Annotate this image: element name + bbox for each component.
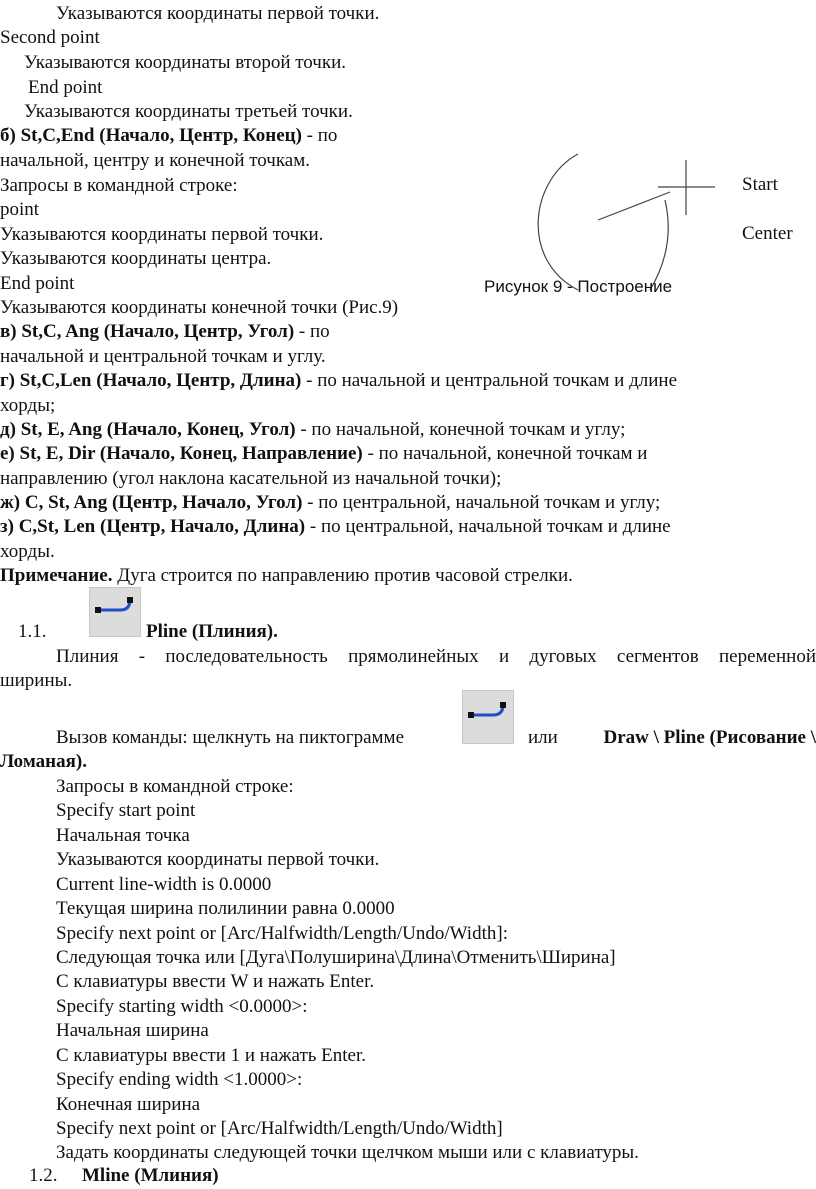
prompt-line: Конечная ширина	[56, 1094, 201, 1115]
prompt-line: Specify next point or [Arc/Halfwidth/Length/Undo/Width]:	[56, 923, 508, 944]
note	[0, 564, 573, 588]
item-b-heading: б) St,C,End (Начало, Центр, Конец)	[0, 125, 302, 146]
text-line: направлению (угол наклона касательной из начальной точки);	[0, 468, 502, 489]
item-d	[0, 418, 625, 442]
prompt-line: Specify ending width <1.0000>:	[56, 1069, 303, 1090]
text-line: Second point	[0, 27, 100, 48]
text-line: начальной и центральной точкам и углу.	[0, 346, 326, 367]
call-text: Вызов команды: щелкнуть на пиктограмме	[56, 727, 405, 748]
call-menu: Draw \ Pline (Рисование \	[603, 727, 816, 748]
text-line: Указываются координаты центра.	[0, 248, 272, 269]
item-v-text: - по	[294, 321, 330, 342]
pline-icon[interactable]	[89, 587, 141, 637]
text-line: Запросы в командной строке:	[0, 175, 238, 196]
item-zh	[0, 491, 660, 515]
prompt-line: Следующая точка или [Дуга\Полуширина\Длина\Отменить\Ширина]	[56, 947, 616, 968]
section-number: 1.1.	[18, 621, 47, 642]
label-center: Center	[742, 223, 793, 244]
call-menu-cont: Ломаная).	[0, 751, 87, 772]
text-line: Указываются координаты первой точки.	[0, 224, 324, 245]
text-line: хорды.	[0, 541, 55, 562]
note-text: Дуга строится по направлению против часовой стрелки.	[112, 565, 573, 586]
text-line: Указываются координаты конечной точки (Рис.9)	[0, 297, 399, 318]
text-line: point	[0, 199, 40, 220]
text-line: начальной, центру и конечной точкам.	[0, 150, 311, 171]
text-line: End point	[28, 77, 103, 98]
item-g-heading: г) St,C,Len (Начало, Центр, Длина)	[0, 370, 302, 391]
item-d-heading: д) St, E, Ang (Начало, Конец, Угол)	[0, 419, 296, 440]
label-start: Start	[742, 174, 778, 195]
item-z-text: - по центральной, начальной точкам и длине	[305, 516, 671, 537]
item-e-heading: е) St, E, Dir (Начало, Конец, Направление)	[0, 443, 363, 464]
prompt-line: С клавиатуры ввести 1 и нажать Enter.	[56, 1045, 367, 1066]
figure-caption: Рисунок 9 - Построение	[484, 277, 673, 296]
section-number: 1.2.	[29, 1165, 58, 1186]
prompt-line: С клавиатуры ввести W и нажать Enter.	[56, 971, 375, 992]
prompt-line: Current line-width is 0.0000	[56, 874, 272, 895]
note-heading: Примечание.	[0, 565, 113, 586]
prompt-line: Указываются координаты первой точки.	[56, 849, 380, 870]
prompt-line: Текущая ширина полилинии равна 0.0000	[56, 898, 395, 919]
prompt-line: Specify next point or [Arc/Halfwidth/Length/Undo/Width]	[56, 1118, 503, 1139]
item-zh-text: - по центральной, начальной точкам и углу;	[302, 492, 661, 513]
arc-curve	[538, 154, 578, 290]
item-d-text: - по начальной, конечной точкам и углу;	[295, 419, 626, 440]
item-e-text: - по начальной, конечной точкам и	[362, 443, 648, 464]
prompt-line: Запросы в командной строке:	[56, 776, 294, 797]
item-v	[0, 320, 330, 344]
section-title: Mline (Млиния)	[82, 1165, 219, 1186]
item-z	[0, 515, 671, 539]
item-b	[0, 124, 337, 148]
prompt-line: Начальная ширина	[56, 1020, 209, 1041]
prompt-line: Specify starting width <0.0000>:	[56, 996, 308, 1017]
arc-figure	[500, 140, 740, 300]
text-line: Указываются координаты первой точки.	[56, 3, 380, 24]
text-line: Указываются координаты третьей точки.	[24, 101, 353, 122]
item-z-heading: з) С,St, Len (Центр, Начало, Длина)	[0, 516, 306, 537]
text-line: Плиния - последовательность прямолинейных и дуговых сегментов переменной	[56, 646, 816, 667]
item-e	[0, 442, 647, 466]
pline-icon[interactable]	[462, 690, 514, 744]
text-line: End point	[0, 273, 75, 294]
item-zh-heading: ж) С, St, Ang (Центр, Начало, Угол)	[0, 492, 303, 513]
prompt-line: Задать координаты следующей точки щелчком мыши или с клавиатуры.	[56, 1142, 639, 1163]
text-line: Указываются координаты второй точки.	[24, 52, 346, 73]
prompt-line: Specify start point	[56, 800, 196, 821]
item-g	[0, 369, 677, 393]
prompt-line: Начальная точка	[56, 825, 190, 846]
call-or: или	[528, 727, 558, 748]
item-v-heading: в) St,C, Ang (Начало, Центр, Угол)	[0, 321, 295, 342]
text-line: хорды;	[0, 395, 56, 416]
text-line: ширины.	[0, 670, 73, 691]
item-b-text: - по	[301, 125, 338, 146]
item-g-text: - по начальной и центральной точкам и длине	[301, 370, 678, 391]
section-title: Pline (Плиния).	[146, 621, 278, 642]
radius-line	[598, 192, 670, 220]
